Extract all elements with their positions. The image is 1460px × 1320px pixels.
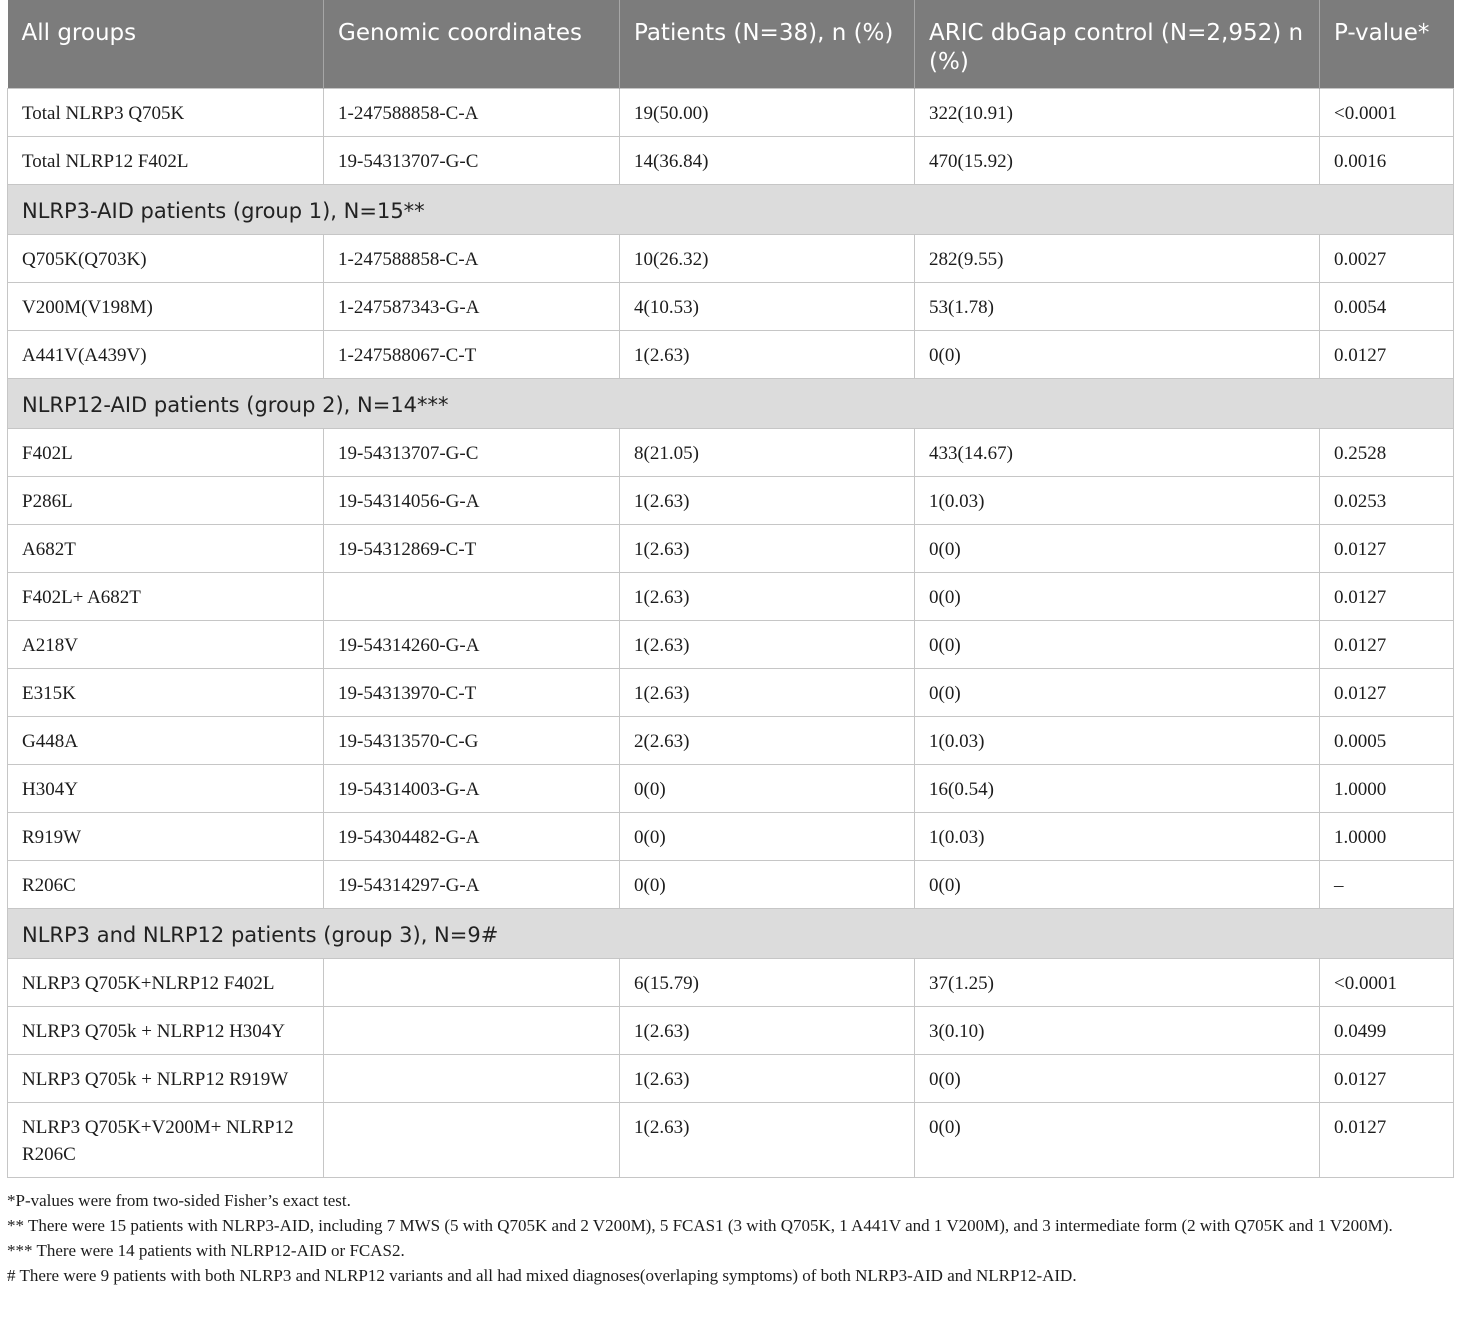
variant-cell: F402L xyxy=(8,429,324,477)
table-row xyxy=(8,765,1454,813)
table-body xyxy=(8,89,1454,1178)
patients-count-cell: 1(2.63) xyxy=(620,573,915,621)
footnote-group-1: ** There were 15 patients with NLRP3-AID, including 7 MWS (5 with Q705K and 2 V200M), 5 FCAS1 (3 with Q705K, 1 A441V and 1 V200M), and 3 intermediate form (2 with Q705K and 1 V200M). xyxy=(7,1216,1393,1235)
genomic-coordinate-cell: 19-54312869-C-T xyxy=(324,525,620,573)
p-value-cell: – xyxy=(1320,861,1454,909)
variant-cell: NLRP3 Q705k + NLRP12 R919W xyxy=(8,1055,324,1103)
patients-count-cell: 1(2.63) xyxy=(620,477,915,525)
control-count-cell: 0(0) xyxy=(915,573,1320,621)
genomic-coordinate-cell: 19-54313570-C-G xyxy=(324,717,620,765)
p-value-cell: <0.0001 xyxy=(1320,89,1454,137)
footnote-group-3: # There were 9 patients with both NLRP3 and NLRP12 variants and all had mixed diagnoses(overlaping symptoms) of both NLRP3-AID and NLRP12-AID. xyxy=(7,1266,1077,1285)
p-value-cell: 0.2528 xyxy=(1320,429,1454,477)
genomic-coordinate-cell: 19-54304482-G-A xyxy=(324,813,620,861)
p-value-cell: 0.0127 xyxy=(1320,331,1454,379)
variant-cell: NLRP3 Q705K+NLRP12 F402L xyxy=(8,959,324,1007)
patients-count-cell: 1(2.63) xyxy=(620,621,915,669)
table-row xyxy=(8,477,1454,525)
genomic-coordinate-cell: 1-247588067-C-T xyxy=(324,331,620,379)
patients-count-cell: 1(2.63) xyxy=(620,525,915,573)
control-count-cell: 16(0.54) xyxy=(915,765,1320,813)
patients-count-cell: 1(2.63) xyxy=(620,669,915,717)
patients-count-cell: 1(2.63) xyxy=(620,1103,915,1178)
p-value-cell: <0.0001 xyxy=(1320,959,1454,1007)
patients-count-cell: 0(0) xyxy=(620,813,915,861)
header-patients: Patients (N=38), n (%) xyxy=(620,0,915,89)
p-value-cell: 0.0127 xyxy=(1320,1103,1454,1178)
table-row xyxy=(8,1103,1454,1178)
group-header-label: NLRP12-AID patients (group 2), N=14*** xyxy=(8,379,1454,429)
control-count-cell: 0(0) xyxy=(915,331,1320,379)
p-value-cell: 0.0127 xyxy=(1320,621,1454,669)
p-value-cell: 1.0000 xyxy=(1320,765,1454,813)
genomic-coordinate-cell: 19-54314056-G-A xyxy=(324,477,620,525)
control-count-cell: 0(0) xyxy=(915,1103,1320,1178)
patients-count-cell: 1(2.63) xyxy=(620,331,915,379)
genomic-coordinate-cell: 19-54313970-C-T xyxy=(324,669,620,717)
control-count-cell: 0(0) xyxy=(915,861,1320,909)
p-value-cell: 0.0016 xyxy=(1320,137,1454,185)
genomic-coordinate-cell: 19-54314297-G-A xyxy=(324,861,620,909)
p-value-cell: 0.0127 xyxy=(1320,525,1454,573)
p-value-cell: 0.0027 xyxy=(1320,235,1454,283)
variant-cell: Total NLRP12 F402L xyxy=(8,137,324,185)
genomic-coordinate-cell xyxy=(324,1007,620,1055)
p-value-cell: 0.0054 xyxy=(1320,283,1454,331)
table-row xyxy=(8,235,1454,283)
control-count-cell: 0(0) xyxy=(915,525,1320,573)
patients-count-cell: 2(2.63) xyxy=(620,717,915,765)
patients-count-cell: 1(2.63) xyxy=(620,1055,915,1103)
genomic-coordinate-cell xyxy=(324,959,620,1007)
control-count-cell: 282(9.55) xyxy=(915,235,1320,283)
control-count-cell: 53(1.78) xyxy=(915,283,1320,331)
genomic-coordinate-cell: 1-247588858-C-A xyxy=(324,235,620,283)
variant-cell: H304Y xyxy=(8,765,324,813)
variant-cell: A441V(A439V) xyxy=(8,331,324,379)
table-row xyxy=(8,89,1454,137)
control-count-cell: 0(0) xyxy=(915,621,1320,669)
patients-count-cell: 0(0) xyxy=(620,765,915,813)
variant-cell: R919W xyxy=(8,813,324,861)
variant-cell: A218V xyxy=(8,621,324,669)
table-row xyxy=(8,717,1454,765)
table-row xyxy=(8,1007,1454,1055)
p-value-cell: 0.0127 xyxy=(1320,669,1454,717)
group-header-row xyxy=(8,909,1454,959)
variant-cell: Q705K(Q703K) xyxy=(8,235,324,283)
patients-count-cell: 14(36.84) xyxy=(620,137,915,185)
group-header-row xyxy=(8,379,1454,429)
control-count-cell: 1(0.03) xyxy=(915,717,1320,765)
table-row xyxy=(8,861,1454,909)
table-header xyxy=(8,0,1454,89)
patients-count-cell: 8(21.05) xyxy=(620,429,915,477)
variant-cell: P286L xyxy=(8,477,324,525)
group-header-label: NLRP3-AID patients (group 1), N=15** xyxy=(8,185,1454,235)
footnote-p-value: *P-values were from two-sided Fisher’s exact test. xyxy=(7,1191,351,1210)
table-row xyxy=(8,137,1454,185)
genomic-coordinate-cell: 19-54313707-G-C xyxy=(324,429,620,477)
group-header-label: NLRP3 and NLRP12 patients (group 3), N=9# xyxy=(8,909,1454,959)
table-row xyxy=(8,283,1454,331)
variant-cell: NLRP3 Q705k + NLRP12 H304Y xyxy=(8,1007,324,1055)
patients-count-cell: 10(26.32) xyxy=(620,235,915,283)
genomic-coordinate-cell xyxy=(324,1055,620,1103)
control-count-cell: 1(0.03) xyxy=(915,813,1320,861)
genomic-coordinate-cell: 19-54314260-G-A xyxy=(324,621,620,669)
variant-cell: F402L+ A682T xyxy=(8,573,324,621)
control-count-cell: 37(1.25) xyxy=(915,959,1320,1007)
p-value-cell: 0.0127 xyxy=(1320,1055,1454,1103)
variant-cell: Total NLRP3 Q705K xyxy=(8,89,324,137)
variant-cell: R206C xyxy=(8,861,324,909)
patients-count-cell: 19(50.00) xyxy=(620,89,915,137)
footnote-group-2: *** There were 14 patients with NLRP12-AID or FCAS2. xyxy=(7,1241,405,1260)
variant-cell: G448A xyxy=(8,717,324,765)
header-p-value: P-value* xyxy=(1320,0,1454,89)
genomic-coordinate-cell xyxy=(324,573,620,621)
table-row xyxy=(8,669,1454,717)
header-genomic-coordinates: Genomic coordinates xyxy=(324,0,620,89)
control-count-cell: 322(10.91) xyxy=(915,89,1320,137)
p-value-cell: 0.0127 xyxy=(1320,573,1454,621)
control-count-cell: 3(0.10) xyxy=(915,1007,1320,1055)
patients-count-cell: 4(10.53) xyxy=(620,283,915,331)
table-footnotes xyxy=(7,1188,1453,1288)
variant-cell: NLRP3 Q705K+V200M+ NLRP12 R206C xyxy=(8,1103,324,1178)
table-row xyxy=(8,429,1454,477)
p-value-cell: 0.0005 xyxy=(1320,717,1454,765)
patients-count-cell: 6(15.79) xyxy=(620,959,915,1007)
group-header-row xyxy=(8,185,1454,235)
patients-count-cell: 0(0) xyxy=(620,861,915,909)
variant-cell: V200M(V198M) xyxy=(8,283,324,331)
control-count-cell: 433(14.67) xyxy=(915,429,1320,477)
control-count-cell: 0(0) xyxy=(915,669,1320,717)
genomic-coordinate-cell: 19-54313707-G-C xyxy=(324,137,620,185)
table-row xyxy=(8,525,1454,573)
control-count-cell: 470(15.92) xyxy=(915,137,1320,185)
table-row xyxy=(8,331,1454,379)
genomic-coordinate-cell xyxy=(324,1103,620,1178)
table-row xyxy=(8,813,1454,861)
table-row xyxy=(8,959,1454,1007)
variant-frequency-table-container xyxy=(7,0,1453,1178)
genomic-coordinate-cell: 1-247587343-G-A xyxy=(324,283,620,331)
table-row xyxy=(8,621,1454,669)
control-count-cell: 0(0) xyxy=(915,1055,1320,1103)
genomic-coordinate-cell: 1-247588858-C-A xyxy=(324,89,620,137)
table-row xyxy=(8,1055,1454,1103)
p-value-cell: 0.0499 xyxy=(1320,1007,1454,1055)
genomic-coordinate-cell: 19-54314003-G-A xyxy=(324,765,620,813)
control-count-cell: 1(0.03) xyxy=(915,477,1320,525)
header-all-groups: All groups xyxy=(8,0,324,89)
variant-frequency-table xyxy=(7,0,1454,1178)
variant-cell: A682T xyxy=(8,525,324,573)
header-row xyxy=(8,0,1454,89)
variant-cell: E315K xyxy=(8,669,324,717)
p-value-cell: 1.0000 xyxy=(1320,813,1454,861)
patients-count-cell: 1(2.63) xyxy=(620,1007,915,1055)
table-row xyxy=(8,573,1454,621)
p-value-cell: 0.0253 xyxy=(1320,477,1454,525)
header-aric-control: ARIC dbGap control (N=2,952) n (%) xyxy=(915,0,1320,89)
